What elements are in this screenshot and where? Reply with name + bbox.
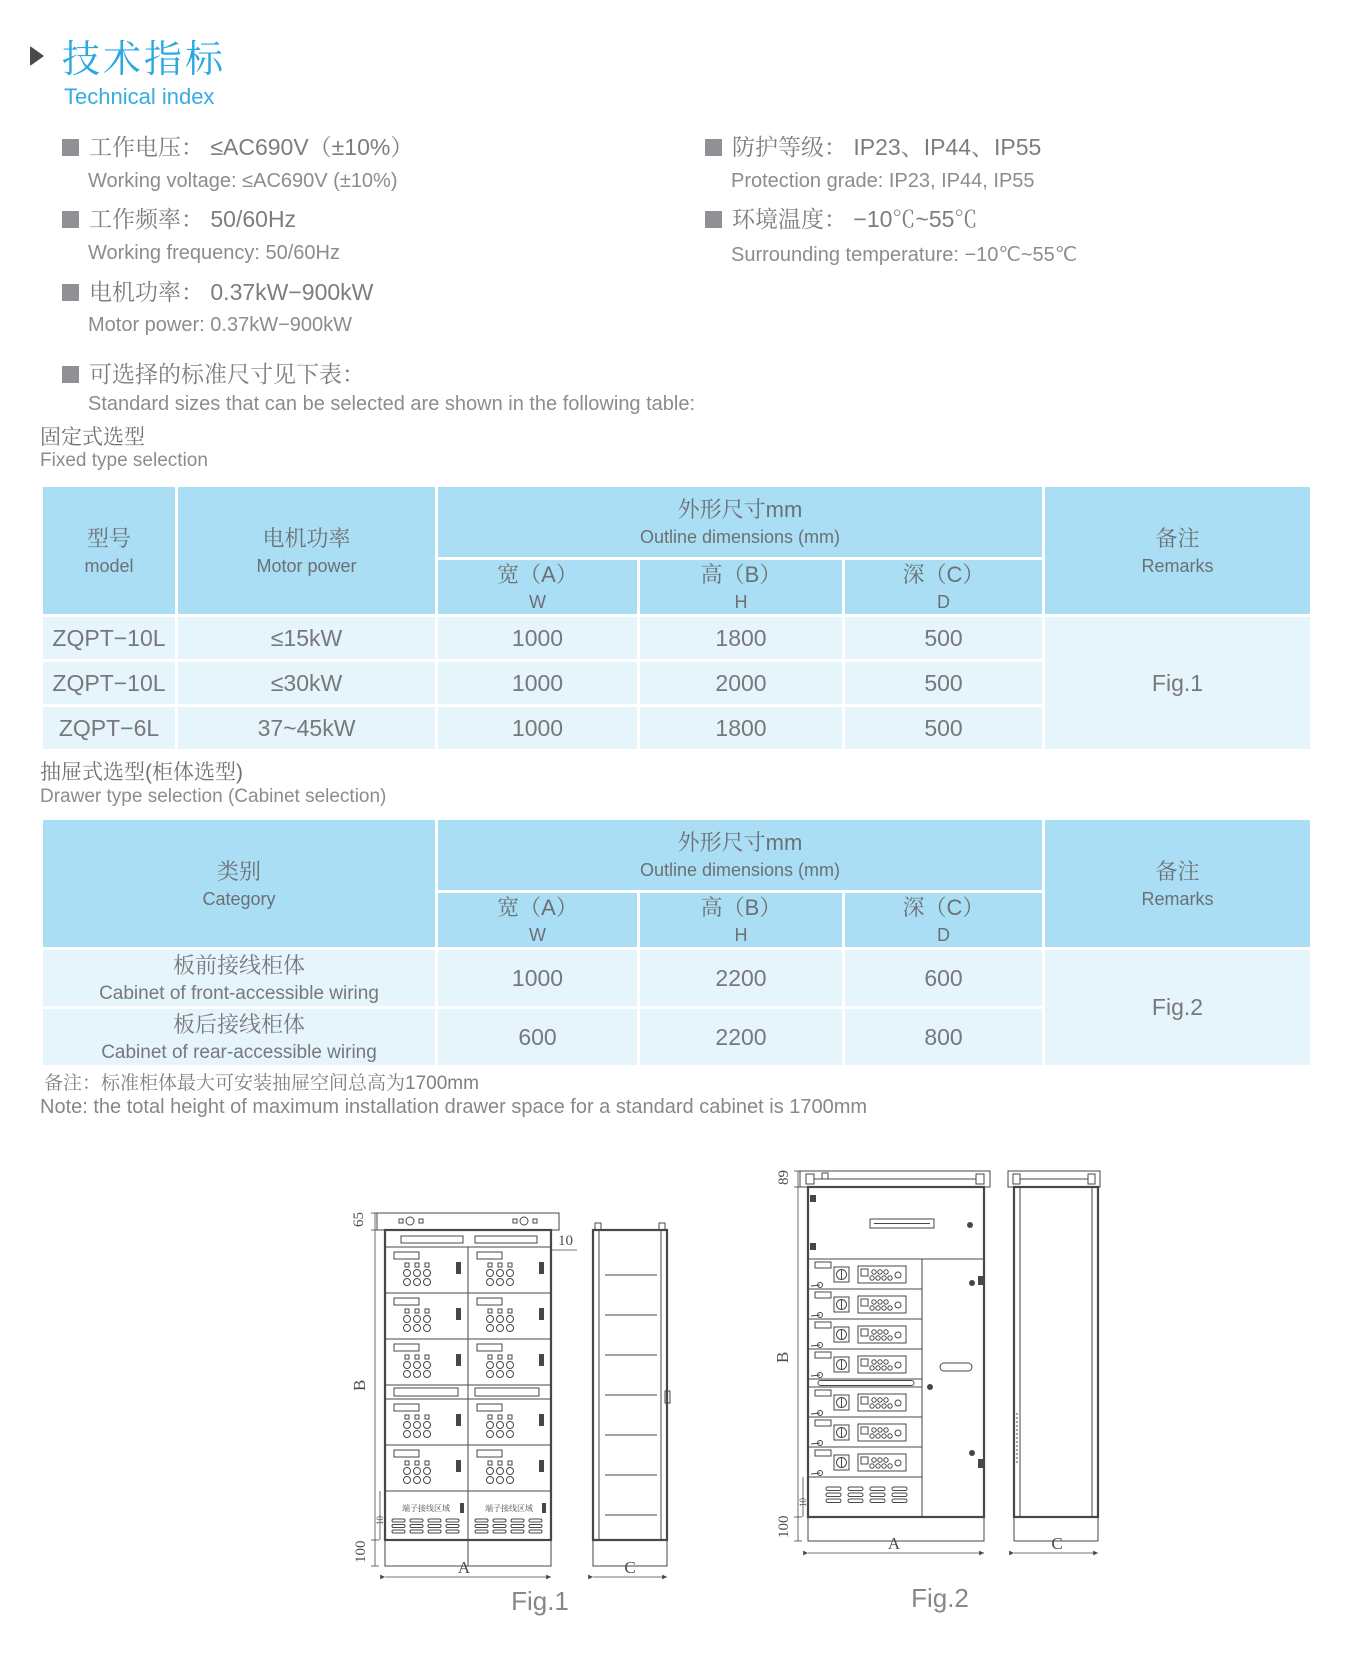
square-bullet-icon xyxy=(62,211,79,228)
col-header-height: 高（B） H xyxy=(639,892,844,949)
fig2-side-view xyxy=(1008,1171,1100,1541)
square-bullet-icon xyxy=(62,366,79,383)
drawer-table-section-cn: 抽屉式选型(柜体选型) xyxy=(40,761,243,784)
cell-model: ZQPT−10L xyxy=(42,661,177,706)
page-title-cn: 技术指标 xyxy=(62,39,227,81)
col-header-depth: 深（C） D xyxy=(844,892,1044,949)
cell-model: ZQPT−10L xyxy=(42,616,177,661)
col-header-outline-dimensions: 外形尺寸mm Outline dimensions (mm) xyxy=(437,486,1044,559)
spec-ambient-temperature-cn: 环境温度： −10℃~55℃ xyxy=(705,201,977,234)
section-arrow-icon xyxy=(30,46,44,66)
spec-working-voltage-cn: 工作电压： ≤AC690V（±10%） xyxy=(62,129,413,162)
fig2-dim-89: 89 xyxy=(776,1170,792,1185)
fig1-dim-C: C xyxy=(624,1558,636,1577)
square-bullet-icon xyxy=(705,211,722,228)
fig1-caption: Fig.1 xyxy=(511,1586,569,1616)
fig1-dim-100: 100 xyxy=(353,1540,369,1563)
fig2-dim-B: B xyxy=(773,1351,792,1363)
cell-height: 2200 xyxy=(639,1008,844,1067)
col-header-remarks: 备注 Remarks xyxy=(1044,486,1312,616)
cell-width: 1000 xyxy=(437,616,639,661)
fig2-dim-C: C xyxy=(1051,1534,1063,1553)
fig2-dimensions xyxy=(773,1170,1098,1553)
cell-remarks: Fig.1 xyxy=(1044,616,1312,751)
spec-motor-power-cn: 电机功率： 0.37kW−900kW xyxy=(62,274,373,307)
fig2-dim-100: 100 xyxy=(776,1515,792,1538)
fig1-side-view xyxy=(593,1223,670,1566)
cell-width: 1000 xyxy=(437,661,639,706)
fig1-front-view xyxy=(377,1213,559,1566)
cell-depth: 500 xyxy=(844,661,1044,706)
cell-width: 1000 xyxy=(437,706,639,751)
table-row xyxy=(42,616,1312,661)
square-bullet-icon xyxy=(705,139,722,156)
fig1-dim-vent-10: 10 xyxy=(375,1516,385,1525)
cell-height: 2200 xyxy=(639,949,844,1008)
spec-ambient-temperature-en: Surrounding temperature: −10℃~55℃ xyxy=(731,244,1078,266)
drawer-table-section-en: Drawer type selection (Cabinet selection) xyxy=(40,786,387,807)
spec-protection-grade-cn: 防护等级： IP23、IP44、IP55 xyxy=(705,129,1041,162)
fig1-dim-B: B xyxy=(350,1379,369,1391)
cell-depth: 600 xyxy=(844,949,1044,1008)
cell-width: 600 xyxy=(437,1008,639,1067)
fig2-cabinet-drawing xyxy=(770,1163,1110,1583)
cell-model: ZQPT−6L xyxy=(42,706,177,751)
fixed-type-table xyxy=(40,484,1313,752)
spec-working-voltage-en: Working voltage: ≤AC690V (±10%) xyxy=(88,170,398,192)
col-header-category: 类别 Category xyxy=(42,819,437,949)
cell-height: 1800 xyxy=(639,616,844,661)
col-header-motor-power: 电机功率 Motor power xyxy=(177,486,437,616)
fig1-dim-A: A xyxy=(457,1558,471,1577)
cell-power: 37~45kW xyxy=(177,706,437,751)
fig2-dim-A: A xyxy=(887,1534,901,1553)
page-title-en: Technical index xyxy=(64,84,215,109)
col-header-model: 型号 model xyxy=(42,486,177,616)
col-header-outline-dimensions: 外形尺寸mm Outline dimensions (mm) xyxy=(437,819,1044,892)
drawer-type-table xyxy=(40,817,1313,1068)
col-header-width: 宽（A） W xyxy=(437,559,639,616)
fig1-dim-65: 65 xyxy=(351,1212,367,1227)
table-row xyxy=(42,949,1312,1008)
note-en: Note: the total height of maximum installation drawer space for a standard cabinet is 1700mm xyxy=(40,1096,868,1118)
fig1-dim-10: 10 xyxy=(558,1233,573,1249)
note-cn: 备注：标准柜体最大可安装抽屉空间总高为1700mm xyxy=(44,1073,479,1094)
cell-height: 2000 xyxy=(639,661,844,706)
cell-depth: 800 xyxy=(844,1008,1044,1067)
fig2-caption: Fig.2 xyxy=(911,1583,969,1613)
col-header-remarks: 备注 Remarks xyxy=(1044,819,1312,949)
fig1-cabinet-drawing xyxy=(345,1195,735,1590)
col-header-depth: 深（C） D xyxy=(844,559,1044,616)
col-header-width: 宽（A） W xyxy=(437,892,639,949)
spec-standard-sizes-cn: 可选择的标准尺寸见下表： xyxy=(62,356,365,389)
cell-height: 1800 xyxy=(639,706,844,751)
cell-remarks: Fig.2 xyxy=(1044,949,1312,1067)
spec-motor-power-en: Motor power: 0.37kW−900kW xyxy=(88,314,352,336)
square-bullet-icon xyxy=(62,284,79,301)
cell-power: ≤15kW xyxy=(177,616,437,661)
spec-working-frequency-en: Working frequency: 50/60Hz xyxy=(88,242,340,264)
cell-power: ≤30kW xyxy=(177,661,437,706)
fig1-terminal-area-label: 端子接线区域 xyxy=(402,1504,450,1513)
spec-working-frequency-cn: 工作频率： 50/60Hz xyxy=(62,201,296,234)
cell-category: 板后接线柜体 Cabinet of rear-accessible wiring xyxy=(42,1008,437,1067)
fixed-table-section-en: Fixed type selection xyxy=(40,450,208,471)
cell-depth: 500 xyxy=(844,706,1044,751)
cell-category: 板前接线柜体 Cabinet of front-accessible wiring xyxy=(42,949,437,1008)
fixed-table-section-cn: 固定式选型 xyxy=(40,426,145,449)
spec-standard-sizes-en: Standard sizes that can be selected are shown in the following table: xyxy=(88,393,696,415)
square-bullet-icon xyxy=(62,139,79,156)
fig1-terminal-area-label: 端子接线区域 xyxy=(485,1504,533,1513)
fig2-front-view xyxy=(800,1171,990,1541)
cell-depth: 500 xyxy=(844,616,1044,661)
spec-protection-grade-en: Protection grade: IP23, IP44, IP55 xyxy=(731,170,1035,192)
col-header-height: 高（B） H xyxy=(639,559,844,616)
fig2-dim-vent-10: 10 xyxy=(798,1498,808,1507)
cell-width: 1000 xyxy=(437,949,639,1008)
